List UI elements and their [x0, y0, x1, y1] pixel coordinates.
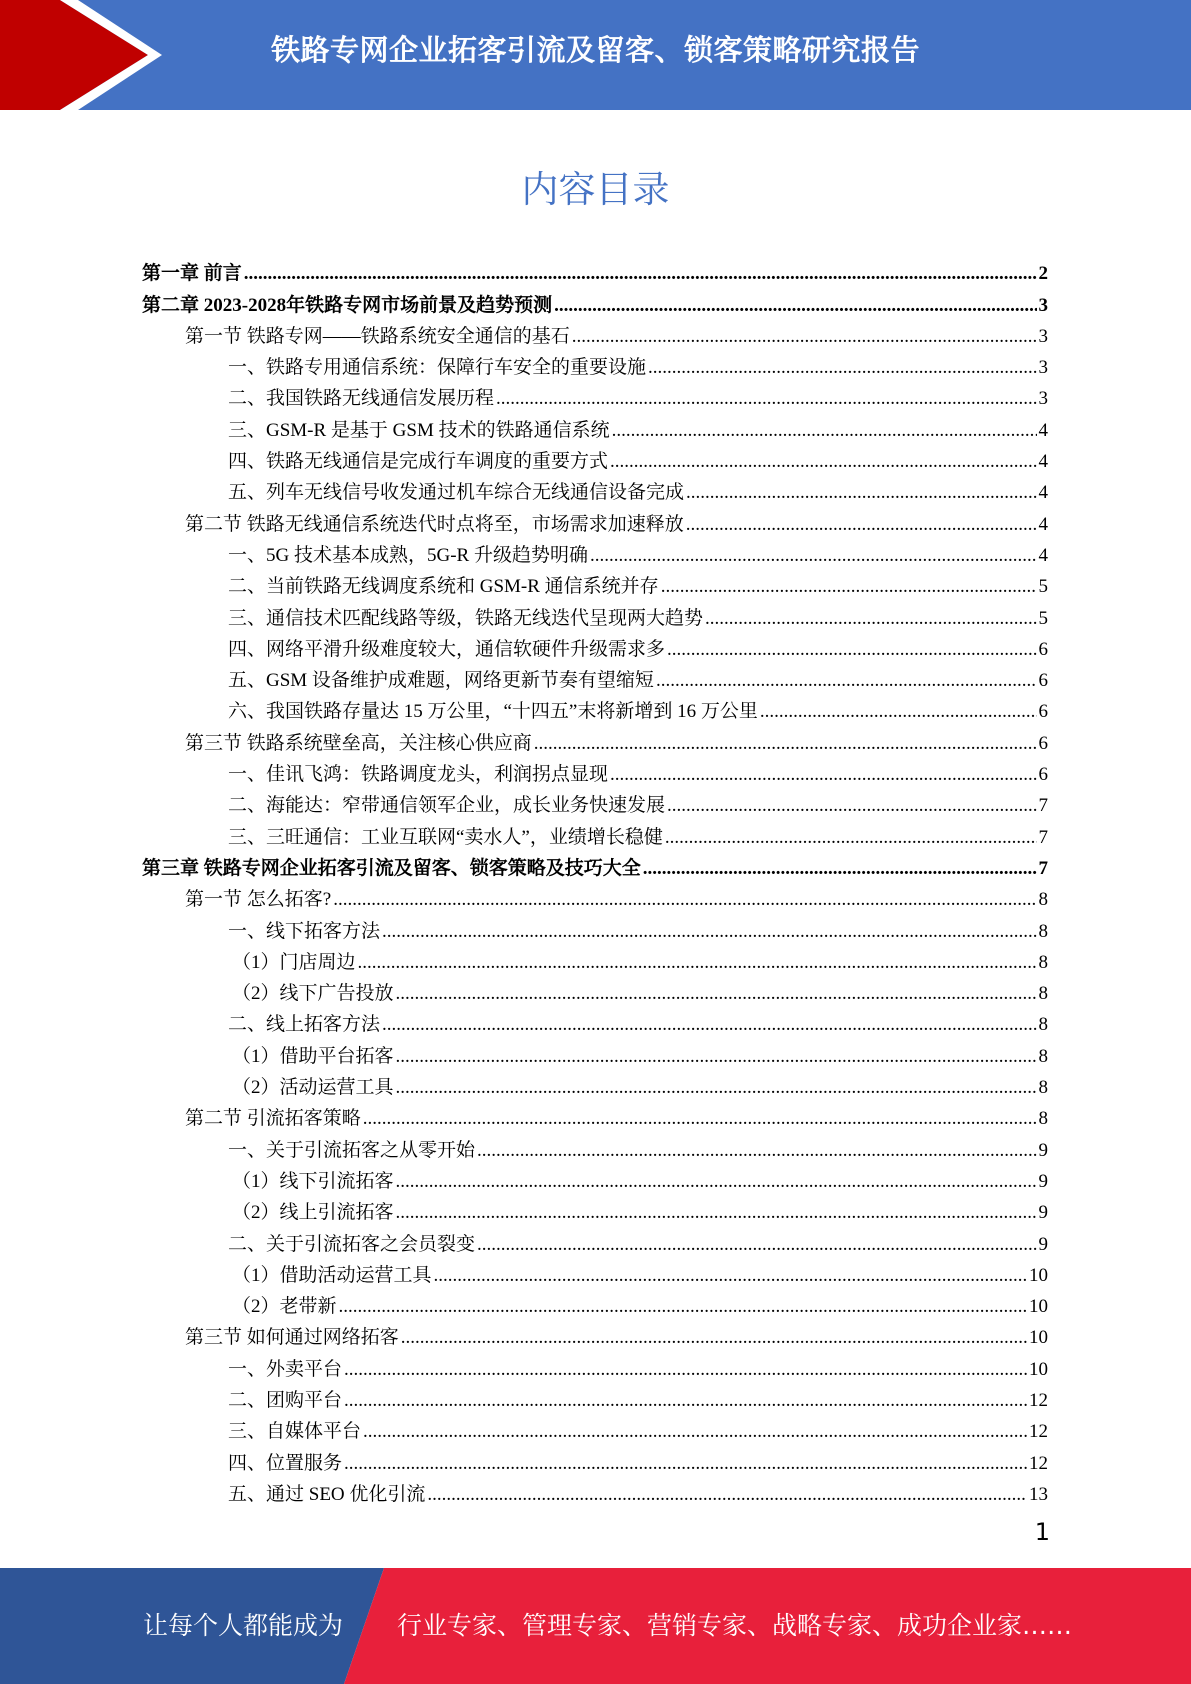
page-number: 1 — [1034, 1518, 1050, 1546]
page-header — [0, 0, 1191, 110]
toc-entry-page: 5 — [1038, 607, 1048, 629]
toc-entry[interactable] — [142, 1036, 1048, 1067]
toc-entry-page: 4 — [1038, 419, 1048, 441]
toc-entry[interactable] — [142, 1068, 1048, 1099]
toc-entry[interactable] — [142, 410, 1048, 441]
toc-entry-label: 四、铁路无线通信是完成行车调度的重要方式 — [228, 451, 609, 473]
toc-entry-page: 12 — [1029, 1389, 1048, 1411]
toc-entry-label: 二、关于引流拓客之会员裂变 — [228, 1233, 476, 1255]
toc-entry[interactable] — [142, 317, 1048, 348]
toc-entry-page: 4 — [1038, 513, 1048, 535]
toc-entry[interactable] — [142, 1349, 1048, 1380]
toc-entry-page: 12 — [1029, 1421, 1048, 1443]
toc-entry-label: 第二节 铁路无线通信系统迭代时点将至，市场需求加速释放 — [185, 513, 684, 535]
toc-entry[interactable] — [142, 630, 1048, 661]
table-of-contents — [142, 254, 1048, 1506]
toc-entry-label: 二、我国铁路无线通信发展历程 — [228, 388, 495, 410]
toc-entry[interactable] — [142, 755, 1048, 786]
toc-entry-label: （1）线下引流拓客 — [232, 1170, 394, 1192]
toc-entry-page: 4 — [1038, 544, 1048, 566]
toc-entry-label: （2）活动运营工具 — [232, 1077, 394, 1099]
toc-entry-label: 二、当前铁路无线调度系统和 GSM-R 通信系统并存 — [228, 576, 659, 598]
toc-entry-page: 7 — [1038, 795, 1048, 817]
toc-entry-label: （1）门店周边 — [232, 951, 356, 973]
toc-dot-leader — [656, 670, 1037, 692]
toc-entry[interactable] — [142, 1005, 1048, 1036]
toc-dot-leader — [572, 326, 1037, 348]
toc-entry-page: 3 — [1038, 357, 1048, 379]
toc-entry[interactable] — [142, 567, 1048, 598]
toc-dot-leader — [427, 1484, 1027, 1506]
toc-entry-page: 4 — [1038, 482, 1048, 504]
toc-entry-page: 8 — [1038, 889, 1048, 911]
toc-entry-page: 12 — [1029, 1452, 1048, 1474]
toc-dot-leader — [477, 1234, 1036, 1256]
toc-entry-page: 6 — [1038, 670, 1048, 692]
toc-entry[interactable] — [142, 536, 1048, 567]
toc-entry-page: 10 — [1029, 1296, 1048, 1318]
toc-dot-leader — [363, 1108, 1037, 1130]
toc-dot-leader — [477, 1140, 1036, 1162]
toc-entry-page: 3 — [1038, 388, 1048, 410]
toc-entry-label: （1）借助活动运营工具 — [232, 1264, 432, 1286]
toc-entry-label: 一、佳讯飞鸿：铁路调度龙头，利润拐点显现 — [228, 764, 609, 786]
toc-entry[interactable] — [142, 817, 1048, 848]
toc-entry[interactable] — [142, 692, 1048, 723]
toc-entry-label: （2）老带新 — [232, 1296, 337, 1318]
toc-entry[interactable] — [142, 348, 1048, 379]
toc-entry[interactable] — [142, 974, 1048, 1005]
toc-entry[interactable] — [142, 379, 1048, 410]
toc-entry[interactable] — [142, 1162, 1048, 1193]
toc-dot-leader — [610, 451, 1036, 473]
toc-entry-page: 9 — [1038, 1170, 1048, 1192]
toc-entry-label: 第三节 如何通过网络拓客 — [185, 1327, 399, 1349]
toc-entry-page: 7 — [1038, 826, 1048, 848]
toc-entry[interactable] — [142, 1381, 1048, 1412]
toc-entry-label: （2）线上引流拓客 — [232, 1202, 394, 1224]
report-title-text: 铁路专网企业拓客引流及留客、锁客策略研究报告 — [270, 33, 920, 67]
toc-entry-label: 一、5G 技术基本成熟，5G-R 升级趋势明确 — [228, 544, 588, 566]
toc-dot-leader — [333, 889, 1036, 911]
footer-slogan-left: 让每个人都能成为 — [143, 1611, 344, 1640]
footer-slogan-right: 行业专家、管理专家、营销专家、战略专家、成功企业家…… — [397, 1611, 1073, 1640]
page-footer — [0, 1568, 1191, 1684]
toc-dot-leader — [396, 1171, 1037, 1193]
toc-entry-label: 二、线上拓客方法 — [228, 1014, 381, 1036]
toc-entry-page: 3 — [1038, 325, 1048, 347]
toc-entry-page: 6 — [1038, 701, 1048, 723]
toc-entry-page: 7 — [1038, 857, 1048, 879]
toc-entry-page: 10 — [1029, 1264, 1048, 1286]
toc-entry-page: 8 — [1038, 920, 1048, 942]
toc-entry[interactable] — [142, 1412, 1048, 1443]
toc-dot-leader — [760, 701, 1037, 723]
toc-entry-page: 3 — [1038, 294, 1048, 316]
toc-dot-leader — [344, 1453, 1027, 1475]
toc-entry-label: 一、线下拓客方法 — [228, 920, 381, 942]
toc-entry-page: 10 — [1029, 1327, 1048, 1349]
toc-entry-label: 二、海能达：窄带通信领军企业，成长业务快速发展 — [228, 795, 666, 817]
toc-dot-leader — [686, 482, 1036, 504]
toc-dot-leader — [661, 576, 1037, 598]
toc-dot-leader — [590, 545, 1037, 567]
toc-dot-leader — [382, 921, 1036, 943]
toc-entry[interactable] — [142, 442, 1048, 473]
toc-dot-leader — [344, 1390, 1027, 1412]
toc-entry[interactable] — [142, 504, 1048, 535]
toc-dot-leader — [396, 1077, 1037, 1099]
toc-dot-leader — [705, 608, 1036, 630]
toc-entry[interactable] — [142, 880, 1048, 911]
toc-dot-leader — [648, 357, 1036, 379]
toc-dot-leader — [496, 388, 1036, 410]
toc-entry-page: 8 — [1038, 1077, 1048, 1099]
toc-dot-leader — [344, 1359, 1027, 1381]
toc-entry-label: 第一节 铁路专网——铁路系统安全通信的基石 — [185, 325, 570, 347]
toc-entry[interactable] — [142, 1443, 1048, 1474]
toc-entry-page: 6 — [1038, 764, 1048, 786]
toc-entry[interactable] — [142, 1224, 1048, 1255]
toc-entry-page: 8 — [1038, 951, 1048, 973]
toc-entry-label: 一、外卖平台 — [228, 1358, 343, 1380]
toc-entry-label: 四、位置服务 — [228, 1452, 343, 1474]
toc-entry-label: 一、铁路专用通信系统：保障行车安全的重要设施 — [228, 357, 647, 379]
toc-dot-leader — [358, 952, 1037, 974]
toc-dot-leader — [610, 764, 1036, 786]
toc-entry-label: 三、GSM-R 是基于 GSM 技术的铁路通信系统 — [228, 419, 610, 441]
toc-entry-page: 13 — [1029, 1483, 1048, 1505]
toc-dot-leader — [396, 1046, 1037, 1068]
toc-dot-leader — [339, 1296, 1027, 1318]
toc-entry-label: 五、通过 SEO 优化引流 — [228, 1483, 426, 1505]
toc-entry-page: 8 — [1038, 1108, 1048, 1130]
toc-dot-leader — [363, 1421, 1027, 1443]
toc-dot-leader — [643, 858, 1037, 880]
toc-dot-leader — [382, 1014, 1036, 1036]
toc-heading: 内容目录 — [521, 168, 670, 211]
toc-dot-leader — [396, 983, 1037, 1005]
toc-entry-page: 8 — [1038, 983, 1048, 1005]
toc-dot-leader — [554, 295, 1036, 317]
toc-entry-label: （2）线下广告投放 — [232, 983, 394, 1005]
toc-entry-label: （1）借助平台拓客 — [232, 1045, 394, 1067]
toc-entry[interactable] — [142, 723, 1048, 754]
report-title — [0, 0, 1191, 100]
toc-entry[interactable] — [142, 1099, 1048, 1130]
toc-entry-page: 6 — [1038, 638, 1048, 660]
toc-entry[interactable] — [142, 786, 1048, 817]
toc-entry-label: 六、我国铁路存量达 15 万公里，“十四五”末将新增到 16 万公里 — [228, 701, 758, 723]
toc-entry-label: 第一节 怎么拓客? — [185, 889, 332, 911]
toc-entry[interactable] — [142, 254, 1048, 285]
toc-entry[interactable] — [142, 1287, 1048, 1318]
toc-dot-leader — [534, 733, 1037, 755]
toc-entry[interactable] — [142, 661, 1048, 692]
toc-entry-page: 9 — [1038, 1139, 1048, 1161]
toc-entry-label: 三、通信技术匹配线路等级，铁路无线迭代呈现两大趋势 — [228, 607, 704, 629]
toc-dot-leader — [665, 827, 1037, 849]
toc-entry-page: 4 — [1038, 451, 1048, 473]
toc-entry[interactable] — [142, 911, 1048, 942]
toc-entry-label: 五、列车无线信号收发通过机车综合无线通信设备完成 — [228, 482, 685, 504]
toc-entry-page: 2 — [1038, 263, 1048, 285]
toc-entry-label: 五、GSM 设备维护成难题，网络更新节奏有望缩短 — [228, 670, 654, 692]
toc-entry-label: 三、三旺通信：工业互联网“卖水人”，业绩增长稳健 — [228, 826, 663, 848]
toc-entry-page: 10 — [1029, 1358, 1048, 1380]
toc-entry-label: 四、网络平滑升级难度较大，通信软硬件升级需求多 — [228, 638, 666, 660]
toc-entry-page: 8 — [1038, 1045, 1048, 1067]
toc-dot-leader — [244, 263, 1037, 285]
toc-dot-leader — [396, 1202, 1037, 1224]
toc-entry-page: 5 — [1038, 576, 1048, 598]
toc-entry-page: 9 — [1038, 1233, 1048, 1255]
toc-entry[interactable] — [142, 1130, 1048, 1161]
toc-entry-page: 9 — [1038, 1202, 1048, 1224]
toc-entry[interactable] — [142, 1193, 1048, 1224]
toc-dot-leader — [612, 420, 1037, 442]
toc-entry-label: 第三节 铁路系统壁垒高，关注核心供应商 — [185, 732, 532, 754]
toc-entry[interactable] — [142, 849, 1048, 880]
toc-entry-label: 三、自媒体平台 — [228, 1421, 362, 1443]
toc-entry[interactable] — [142, 1256, 1048, 1287]
toc-dot-leader — [401, 1327, 1027, 1349]
toc-entry-label: 第二节 引流拓客策略 — [185, 1108, 361, 1130]
toc-dot-leader — [686, 514, 1037, 536]
toc-entry-label: 第二章 2023-2028年铁路专网市场前景及趋势预测 — [142, 294, 553, 316]
toc-entry[interactable] — [142, 1318, 1048, 1349]
toc-entry[interactable] — [142, 1475, 1048, 1506]
toc-entry-label: 第三章 铁路专网企业拓客引流及留客、锁客策略及技巧大全 — [142, 857, 641, 879]
toc-entry[interactable] — [142, 473, 1048, 504]
toc-dot-leader — [667, 795, 1036, 817]
toc-entry-page: 8 — [1038, 1014, 1048, 1036]
toc-dot-leader — [667, 639, 1036, 661]
toc-entry-label: 二、团购平台 — [228, 1389, 343, 1411]
toc-entry[interactable] — [142, 943, 1048, 974]
toc-entry[interactable] — [142, 285, 1048, 316]
toc-entry-page: 6 — [1038, 732, 1048, 754]
toc-entry[interactable] — [142, 598, 1048, 629]
toc-entry-label: 一、关于引流拓客之从零开始 — [228, 1139, 476, 1161]
toc-entry-label: 第一章 前言 — [142, 263, 242, 285]
toc-dot-leader — [434, 1265, 1027, 1287]
